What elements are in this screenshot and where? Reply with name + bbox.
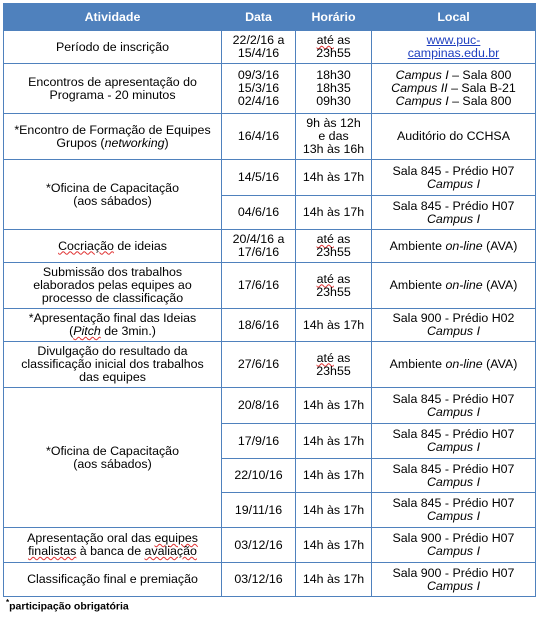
cell-atividade: Apresentação oral das equipes finalistas à banca de avaliação	[4, 528, 222, 563]
table-row	[4, 563, 536, 597]
cell-local: Sala 845 - Prédio H07 Campus I	[372, 160, 536, 196]
cell-data: 20/4/16 a 17/6/16	[222, 230, 296, 263]
cell-data: 18/6/16	[222, 309, 296, 342]
cell-local: Sala 845 - Prédio H07 Campus I	[372, 388, 536, 424]
cell-local: Sala 845 - Prédio H07 Campus I	[372, 493, 536, 528]
cell-horario: até as 23h55	[296, 263, 372, 309]
cell-data: 27/6/16	[222, 342, 296, 388]
footnote-text: participação obrigatória	[9, 600, 129, 613]
cell-atividade: Encontros de apresentação do Programa - 20 minutos	[4, 64, 222, 114]
table-row	[4, 388, 536, 424]
cell-atividade: Classificação final e premiação	[4, 563, 222, 597]
table-row	[4, 31, 536, 64]
header-local: Local	[372, 4, 536, 31]
header-data: Data	[222, 4, 296, 31]
footnote	[6, 598, 129, 613]
cell-data: 04/6/16	[222, 196, 296, 230]
cell-atividade: Submissão dos trabalhos elaborados pelas equipes ao processo de classificação	[4, 263, 222, 309]
cell-horario: 14h às 17h	[296, 309, 372, 342]
cell-atividade: Cocriação de ideias	[4, 230, 222, 263]
cell-local: Campus I – Sala 800 Campus II – Sala B-21 Campus I – Sala 800	[372, 64, 536, 114]
cell-atividade: *Apresentação final das Ideias (Pitch de 3min.)	[4, 309, 222, 342]
cell-atividade: *Encontro de Formação de Equipes Grupos (networking)	[4, 114, 222, 160]
header-atividade: Atividade	[4, 4, 222, 31]
cell-horario: até as 23h55	[296, 342, 372, 388]
table-header-row	[4, 4, 536, 31]
cell-horario: 9h às 12h e das 13h às 16h	[296, 114, 372, 160]
registration-link[interactable]: www.puc-	[426, 33, 481, 47]
schedule-table	[3, 3, 536, 597]
cell-atividade: *Oficina de Capacitação (aos sábados)	[4, 388, 222, 528]
cell-data: 17/6/16	[222, 263, 296, 309]
cell-horario: 14h às 17h	[296, 493, 372, 528]
cell-horario: 14h às 17h	[296, 563, 372, 597]
table-row	[4, 230, 536, 263]
cell-local: Auditório do CCHSA	[372, 114, 536, 160]
table-row	[4, 64, 536, 114]
cell-local: Sala 845 - Prédio H07 Campus I	[372, 424, 536, 459]
header-horario: Horário	[296, 4, 372, 31]
cell-local: Ambiente on-line (AVA)	[372, 342, 536, 388]
cell-local: Ambiente on-line (AVA)	[372, 230, 536, 263]
cell-horario: 14h às 17h	[296, 459, 372, 493]
cell-data: 19/11/16	[222, 493, 296, 528]
cell-local: Ambiente on-line (AVA)	[372, 263, 536, 309]
cell-data: 03/12/16	[222, 563, 296, 597]
table-row	[4, 309, 536, 342]
table-row	[4, 114, 536, 160]
cell-data: 20/8/16	[222, 388, 296, 424]
cell-data: 16/4/16	[222, 114, 296, 160]
table-row	[4, 528, 536, 563]
cell-data: 17/9/16	[222, 424, 296, 459]
cell-data: 22/2/16 a 15/4/16	[222, 31, 296, 64]
cell-data: 09/3/16 15/3/16 02/4/16	[222, 64, 296, 114]
cell-data: 22/10/16	[222, 459, 296, 493]
table-row	[4, 160, 536, 196]
cell-local: Sala 845 - Prédio H07 Campus I	[372, 196, 536, 230]
cell-local: Sala 845 - Prédio H07 Campus I	[372, 459, 536, 493]
cell-local	[372, 31, 536, 64]
cell-horario: 14h às 17h	[296, 388, 372, 424]
cell-horario: 18h30 18h35 09h30	[296, 64, 372, 114]
cell-data: 03/12/16	[222, 528, 296, 563]
cell-local: Sala 900 - Prédio H07 Campus I	[372, 528, 536, 563]
cell-atividade: *Oficina de Capacitação (aos sábados)	[4, 160, 222, 230]
cell-horario: 14h às 17h	[296, 424, 372, 459]
cell-data: 14/5/16	[222, 160, 296, 196]
cell-local: Sala 900 - Prédio H07 Campus I	[372, 563, 536, 597]
cell-atividade: Divulgação do resultado da classificação inicial dos trabalhos das equipes	[4, 342, 222, 388]
cell-horario: 14h às 17h	[296, 196, 372, 230]
cell-horario: até as 23h55	[296, 230, 372, 263]
registration-link-cont[interactable]: campinas.edu.br	[407, 46, 500, 60]
cell-local: Sala 900 - Prédio H02 Campus I	[372, 309, 536, 342]
table-row	[4, 263, 536, 309]
footnote-mark: *	[6, 598, 10, 607]
cell-horario: 14h às 17h	[296, 160, 372, 196]
cell-atividade: Período de inscrição	[4, 31, 222, 64]
table-row	[4, 342, 536, 388]
cell-horario: até as 23h55	[296, 31, 372, 64]
cell-horario: 14h às 17h	[296, 528, 372, 563]
